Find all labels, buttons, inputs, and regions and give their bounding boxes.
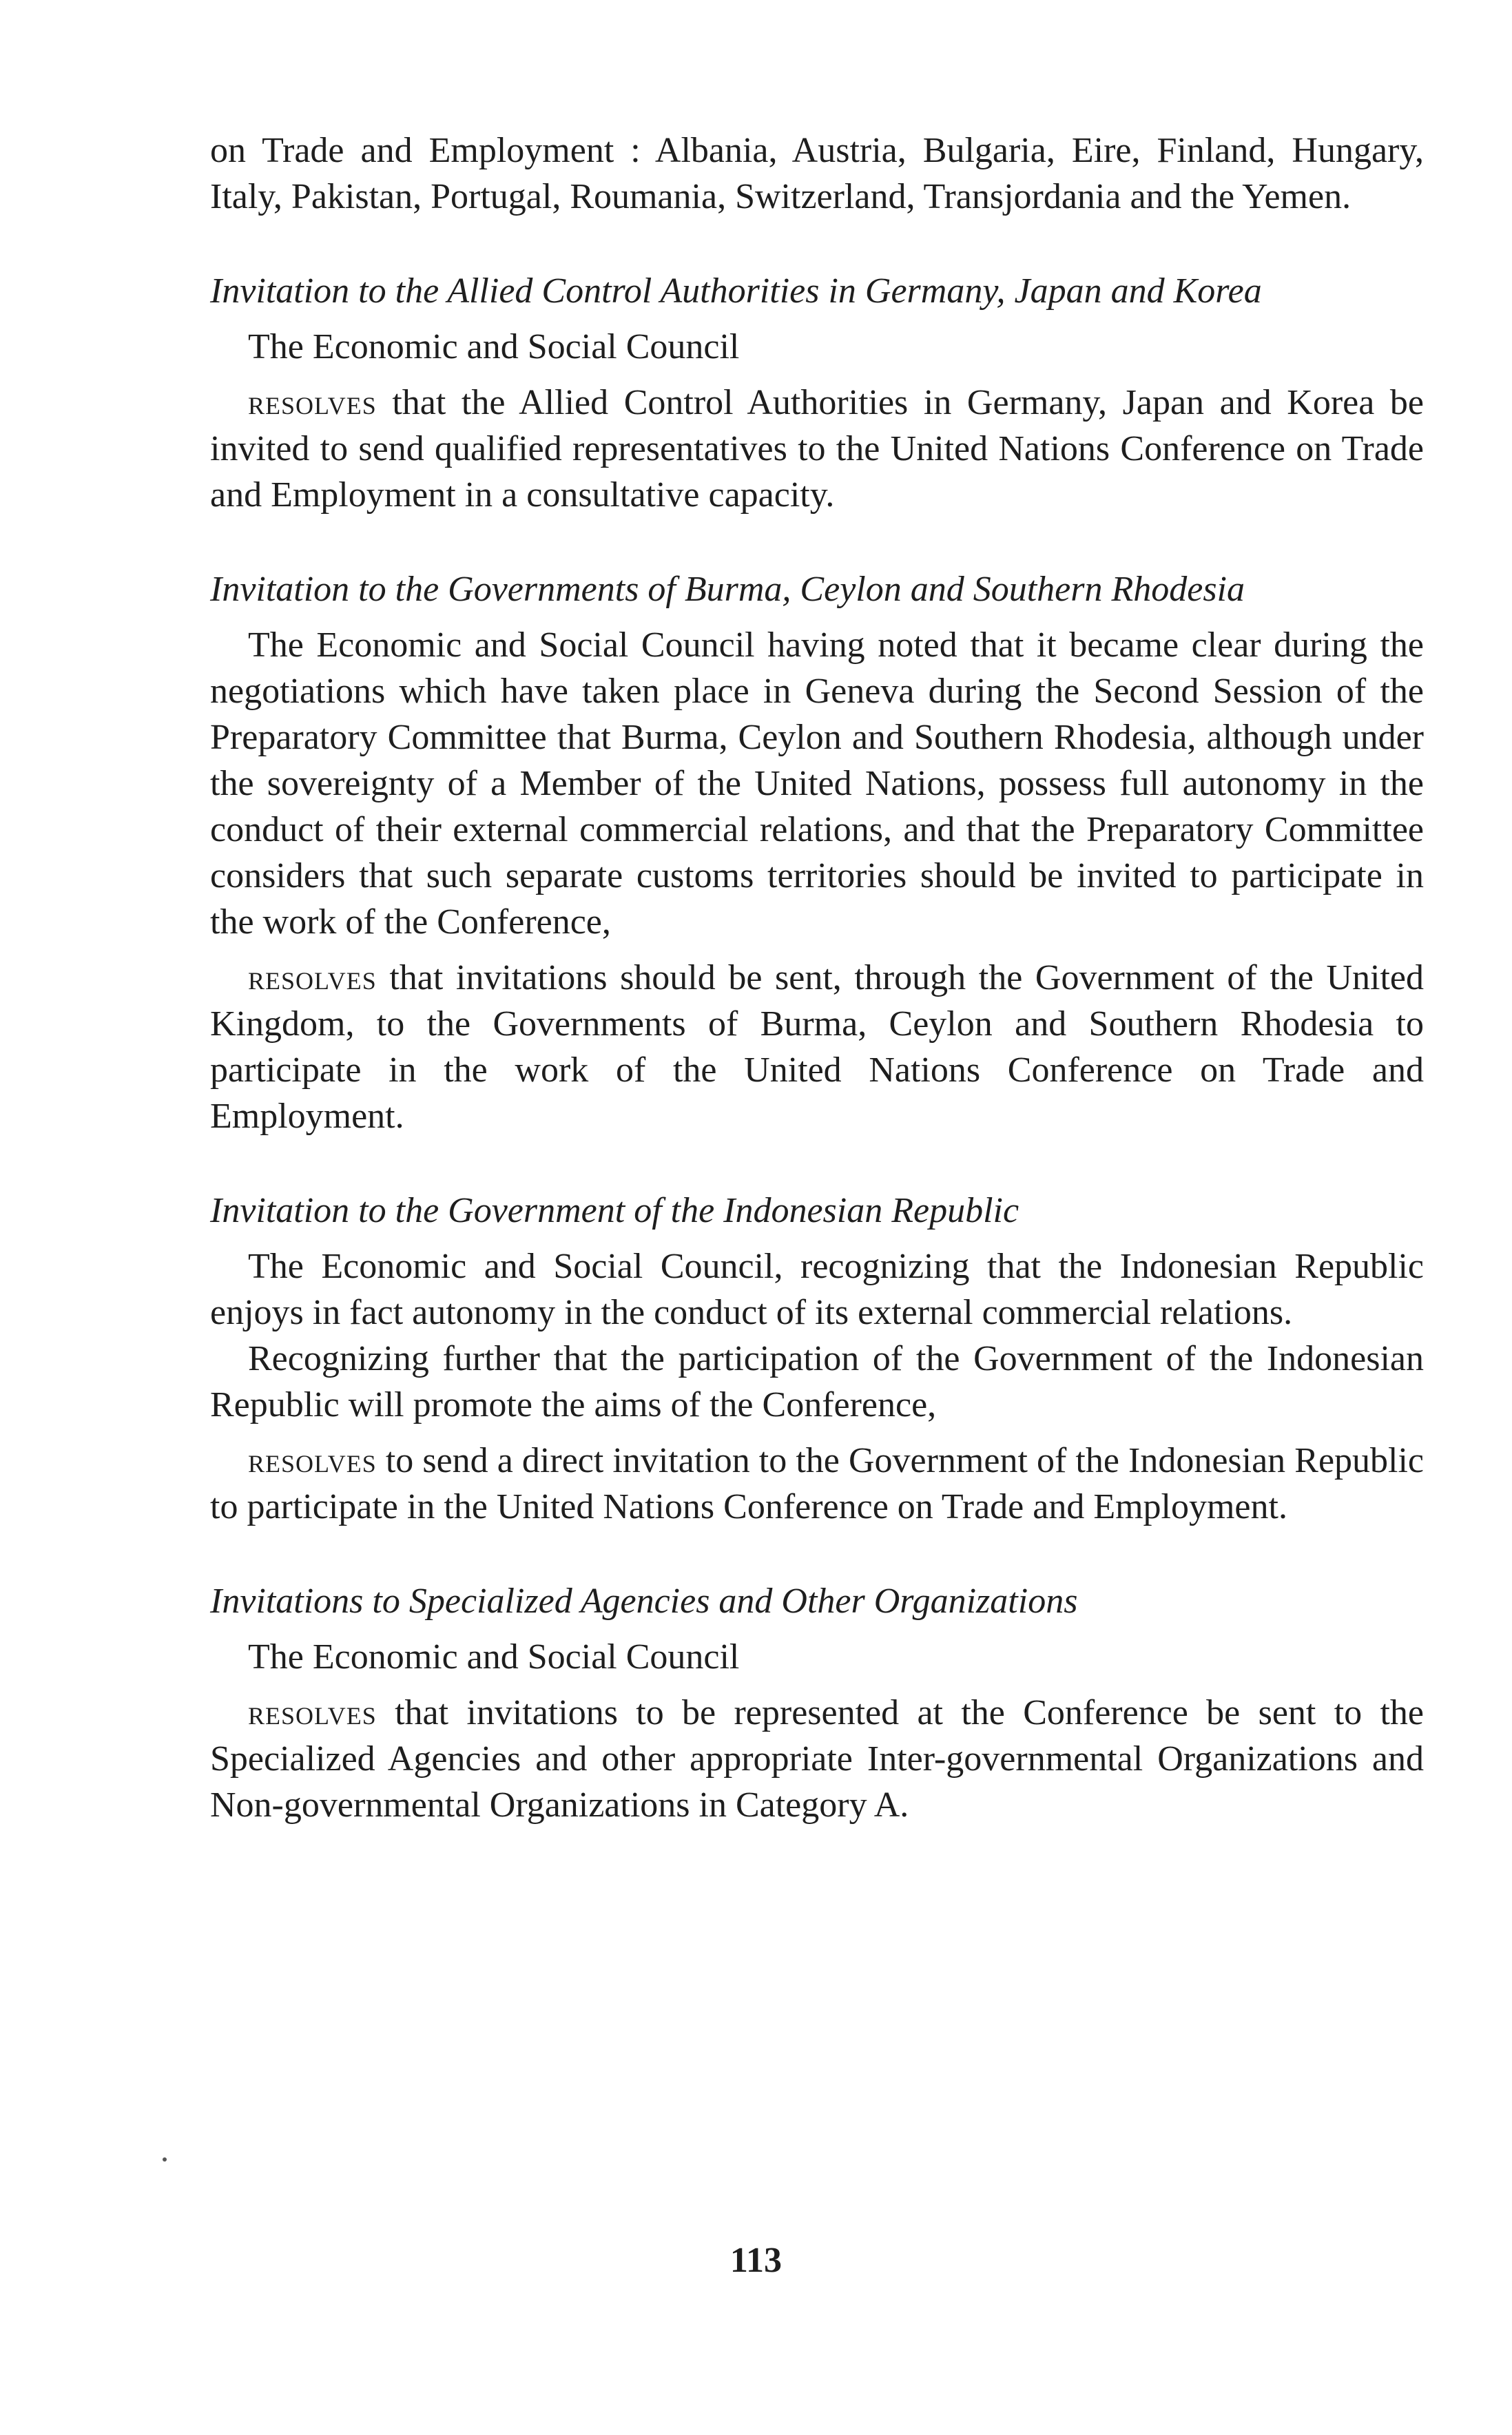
resolves-keyword: resolves: [248, 958, 377, 997]
resolves-keyword: resolves: [248, 1693, 377, 1732]
resolution-paragraph: [210, 1690, 1424, 1828]
resolution-text: to send a direct invitation to the Government of the Indonesian Republic to participate in the United Nations Conference on Trade and Employment.: [210, 1441, 1425, 1526]
section-heading-indonesian-republic: Invitation to the Government of the Indonesian Republic: [210, 1191, 1019, 1230]
section-paragraph: The Economic and Social Council: [248, 327, 740, 366]
section-paragraph: The Economic and Social Council having noted that it became clear during the negotiations which have taken place in Geneva during the Second Session of the Preparatory Committee that Burma, Ceylon and Southern Rhodesia, although under the sovereignty of a Member of the United Nations, possess full autonomy in the conduct of their external commercial relations, and that the Preparatory Committee considers that such separate customs territories should be invited to participate in the work of the Conference,: [210, 625, 1424, 942]
resolution-paragraph: [210, 955, 1424, 1139]
resolution-paragraph: [210, 1438, 1424, 1530]
resolution-text: that invitations to be represented at the Conference be sent to the Specialized Agencies and other appropriate Inter-governmental Organizations and Non-governmental Organizations in Category A.: [210, 1693, 1425, 1825]
resolution-text: that invitations should be sent, through the Government of the United Kingdom, to the Governments of Burma, Ceylon and Southern Rhodesia to participate in the work of the United Nations Conference on Trade and Employment.: [210, 958, 1425, 1136]
section-paragraph: Recognizing further that the participation of the Government of the Indonesian Republic will promote the aims of the Conference,: [210, 1339, 1424, 1424]
resolution-paragraph: [210, 380, 1424, 518]
document-body: [210, 127, 1424, 1828]
section-paragraph: The Economic and Social Council, recognizing that the Indonesian Republic enjoys in fact autonomy in the conduct of its external commercial relations.: [210, 1247, 1424, 1332]
intro-paragraph: on Trade and Employment : Albania, Austria, Bulgaria, Eire, Finland, Hungary, Italy, Pakistan, Portugal, Roumania, Switzerland, Transjordania and the Yemen.: [210, 131, 1424, 216]
section-heading-specialized-agencies: Invitations to Specialized Agencies and Other Organizations: [210, 1582, 1078, 1621]
print-speck: [163, 2157, 167, 2162]
resolves-keyword: resolves: [248, 1441, 377, 1480]
section-paragraph: The Economic and Social Council: [248, 1637, 740, 1677]
resolution-text: that the Allied Control Authorities in Germany, Japan and Korea be invited to send qualified representatives to the United Nations Conference on Trade and Employment in a consultative capacity.: [210, 383, 1424, 515]
page-number: 113: [729, 2241, 783, 2280]
section-heading-allied-control: Invitation to the Allied Control Authorities in Germany, Japan and Korea: [210, 271, 1262, 311]
resolves-keyword: resolves: [248, 383, 377, 422]
section-heading-burma-ceylon-rhodesia: Invitation to the Governments of Burma, Ceylon and Southern Rhodesia: [210, 570, 1245, 609]
